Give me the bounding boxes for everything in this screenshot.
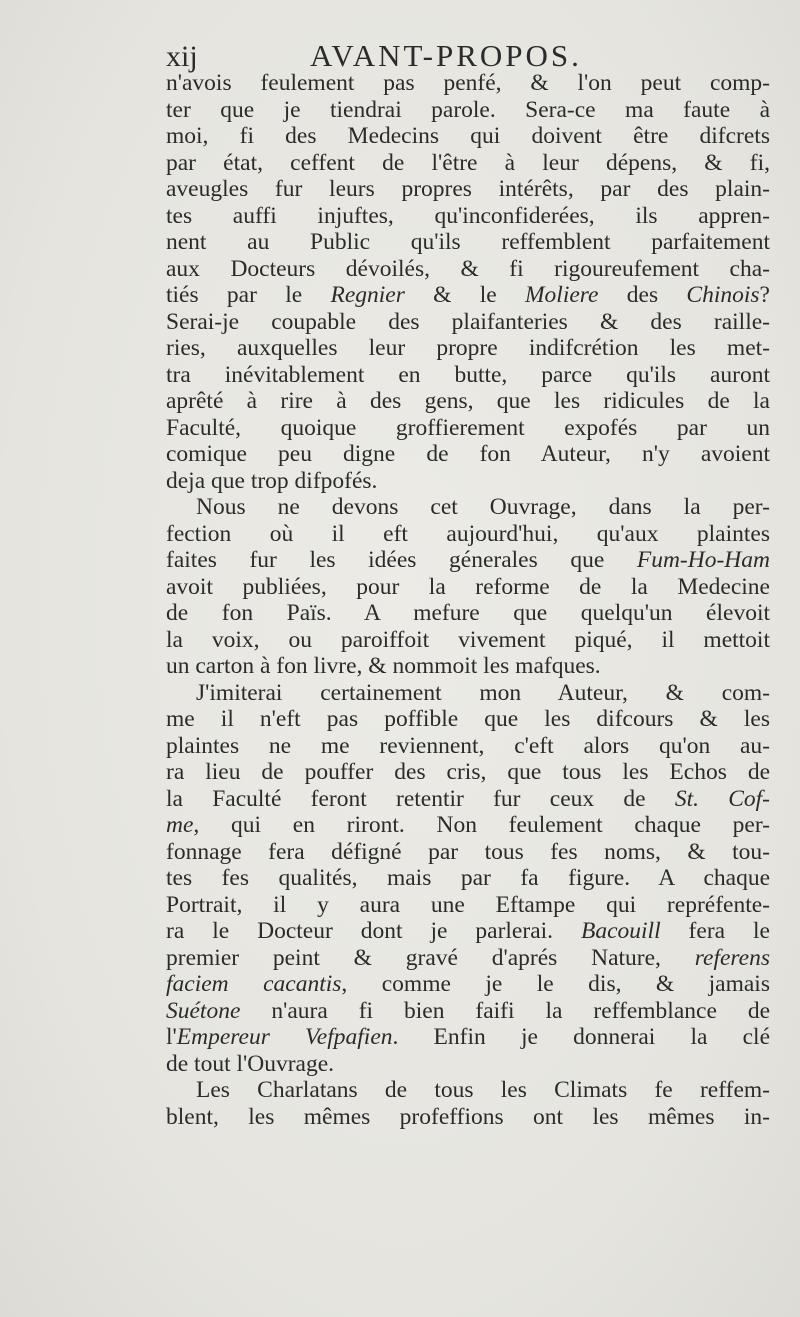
text-segment: tra inévitablement en butte, parce qu'ils auront [166, 361, 770, 388]
italic-segment: Empereur Vefpafien [176, 1024, 393, 1050]
text-segment: tes auffi injuftes, qu'inconfiderées, ils appren- [166, 202, 770, 229]
text-segment: aveugles fur leurs propres intérêts, par des plain- [166, 176, 770, 202]
text-segment: . Enfin je donnerai la clé [392, 1024, 770, 1050]
text-line [166, 918, 770, 945]
text-line [166, 282, 770, 309]
text-line [166, 335, 770, 362]
italic-segment: referens [694, 944, 770, 971]
text-segment: & le [404, 282, 525, 308]
text-line [166, 812, 770, 839]
italic-segment: Fum-Ho-Ham [636, 547, 770, 573]
text-line [166, 1077, 770, 1104]
text-segment: Portrait, il y aura une Eftampe qui repréfente- [166, 891, 770, 918]
text-line [166, 494, 770, 521]
text-segment: fection où il eft aujourd'hui, qu'aux plaintes [166, 520, 770, 547]
text-segment: ter que je tiendrai parole. Sera-ce ma faute à [166, 96, 770, 123]
text-segment: ries, auxquelles leur propre indifcrétion les met- [166, 335, 770, 361]
text-line [166, 176, 770, 203]
text-segment: l' [166, 1024, 177, 1050]
text-line [166, 759, 770, 786]
text-segment: la Faculté feront retentir fur ceux de [166, 785, 675, 812]
text-segment: aux Docteurs dévoilés, & fi rigoureufement cha- [166, 255, 770, 282]
text-line [166, 547, 770, 574]
text-line [166, 415, 770, 442]
text-segment: comique peu digne de fon Auteur, n'y avoient [166, 441, 770, 467]
text-line [166, 388, 770, 415]
text-segment: me il n'eft pas poffible que les difcours & les [166, 706, 770, 732]
text-line [166, 203, 770, 230]
text-line [166, 839, 770, 866]
text-segment: des [598, 282, 687, 308]
italic-segment: Chinois [686, 282, 760, 308]
text-line [166, 971, 770, 998]
text-line [166, 362, 770, 389]
text-segment: deja que trop difpofés. [166, 467, 378, 494]
italic-segment: Moliere [524, 282, 599, 308]
text-segment: faites fur les idées génerales que [166, 547, 637, 573]
text-line [166, 627, 770, 654]
text-segment: ? [759, 282, 770, 308]
italic-segment: Bacouill [580, 918, 661, 944]
body-text [166, 70, 770, 1130]
text-segment: plaintes ne me reviennent, c'eft alors qu'on au- [166, 732, 770, 759]
text-segment: avoit publiées, pour la reforme de la Medecine [166, 573, 770, 600]
text-segment: la voix, ou paroiffoit vivement piqué, il mettoit [166, 626, 770, 653]
text-line [166, 123, 770, 150]
text-line [166, 150, 770, 177]
text-line [166, 865, 770, 892]
text-line [166, 309, 770, 336]
text-segment: Nous ne devons cet Ouvrage, dans la per- [196, 494, 770, 520]
italic-segment: faciem cacantis [166, 971, 342, 997]
text-segment: un carton à fon livre, & nommoit les mafques. [166, 653, 601, 679]
text-line [166, 256, 770, 283]
text-line [166, 945, 770, 972]
text-line [166, 1104, 770, 1131]
running-title: AVANT-PROPOS. [310, 38, 582, 73]
text-segment: moi, fi des Medecins qui doivent être difcrets [166, 123, 770, 149]
text-segment: fera le [660, 918, 770, 944]
text-line [166, 229, 770, 256]
text-segment: de tout l'Ouvrage. [166, 1050, 335, 1077]
text-line [166, 1051, 770, 1078]
text-segment: de fon Païs. A mefure que quelqu'un élevoit [166, 600, 770, 626]
text-segment: n'aura fi bien faifi la reffemblance de [240, 997, 770, 1024]
text-line [166, 733, 770, 760]
text-segment: ra le Docteur dont je parlerai. [166, 918, 581, 944]
page-number: xij [166, 40, 198, 73]
text-segment: ra lieu de pouffer des cris, que tous les Echos de [166, 759, 770, 785]
text-segment: n'avois feulement pas penfé, & l'on peut comp- [166, 70, 770, 96]
italic-segment: St. Cof- [674, 785, 770, 812]
text-segment: premier peint & gravé d'aprés Nature, [166, 944, 695, 971]
text-segment: J'imiterai certainement mon Auteur, & com- [196, 679, 770, 706]
text-segment: par état, ceffent de l'être à leur dépens, & fi, [166, 149, 770, 176]
text-segment: , qui en riront. Non feulement chaque per- [193, 812, 770, 838]
text-segment: Serai-je coupable des plaifanteries & des raille- [166, 308, 770, 335]
italic-segment: Suétone [166, 997, 241, 1024]
text-segment: nent au Public qu'ils reffemblent parfaitement [166, 229, 770, 255]
text-line [166, 680, 770, 707]
text-line [166, 468, 770, 495]
text-line [166, 653, 770, 680]
text-segment: fonnage fera défigné par tous fes noms, & tou- [166, 838, 770, 865]
text-line [166, 97, 770, 124]
text-segment: tiés par le [166, 282, 331, 308]
text-line [166, 998, 770, 1025]
text-segment: , comme je le dis, & jamais [341, 971, 770, 997]
text-segment: blent, les mêmes profeffions ont les mêmes in- [166, 1103, 770, 1130]
text-line [166, 600, 770, 627]
text-line [166, 441, 770, 468]
text-segment: aprêté à rire à des gens, que les ridicules de la [166, 388, 770, 414]
text-line [166, 1024, 770, 1051]
text-line [166, 786, 770, 813]
text-line [166, 574, 770, 601]
text-line [166, 706, 770, 733]
text-line [166, 521, 770, 548]
italic-segment: Regnier [330, 282, 405, 308]
text-segment: Les Charlatans de tous les Climats fe reffem- [196, 1077, 770, 1103]
text-segment: tes fes qualités, mais par fa figure. A chaque [166, 865, 770, 891]
italic-segment: me [166, 812, 194, 838]
text-line [166, 892, 770, 919]
text-segment: Faculté, quoique groffierement expofés par un [166, 414, 770, 441]
text-line [166, 70, 770, 97]
